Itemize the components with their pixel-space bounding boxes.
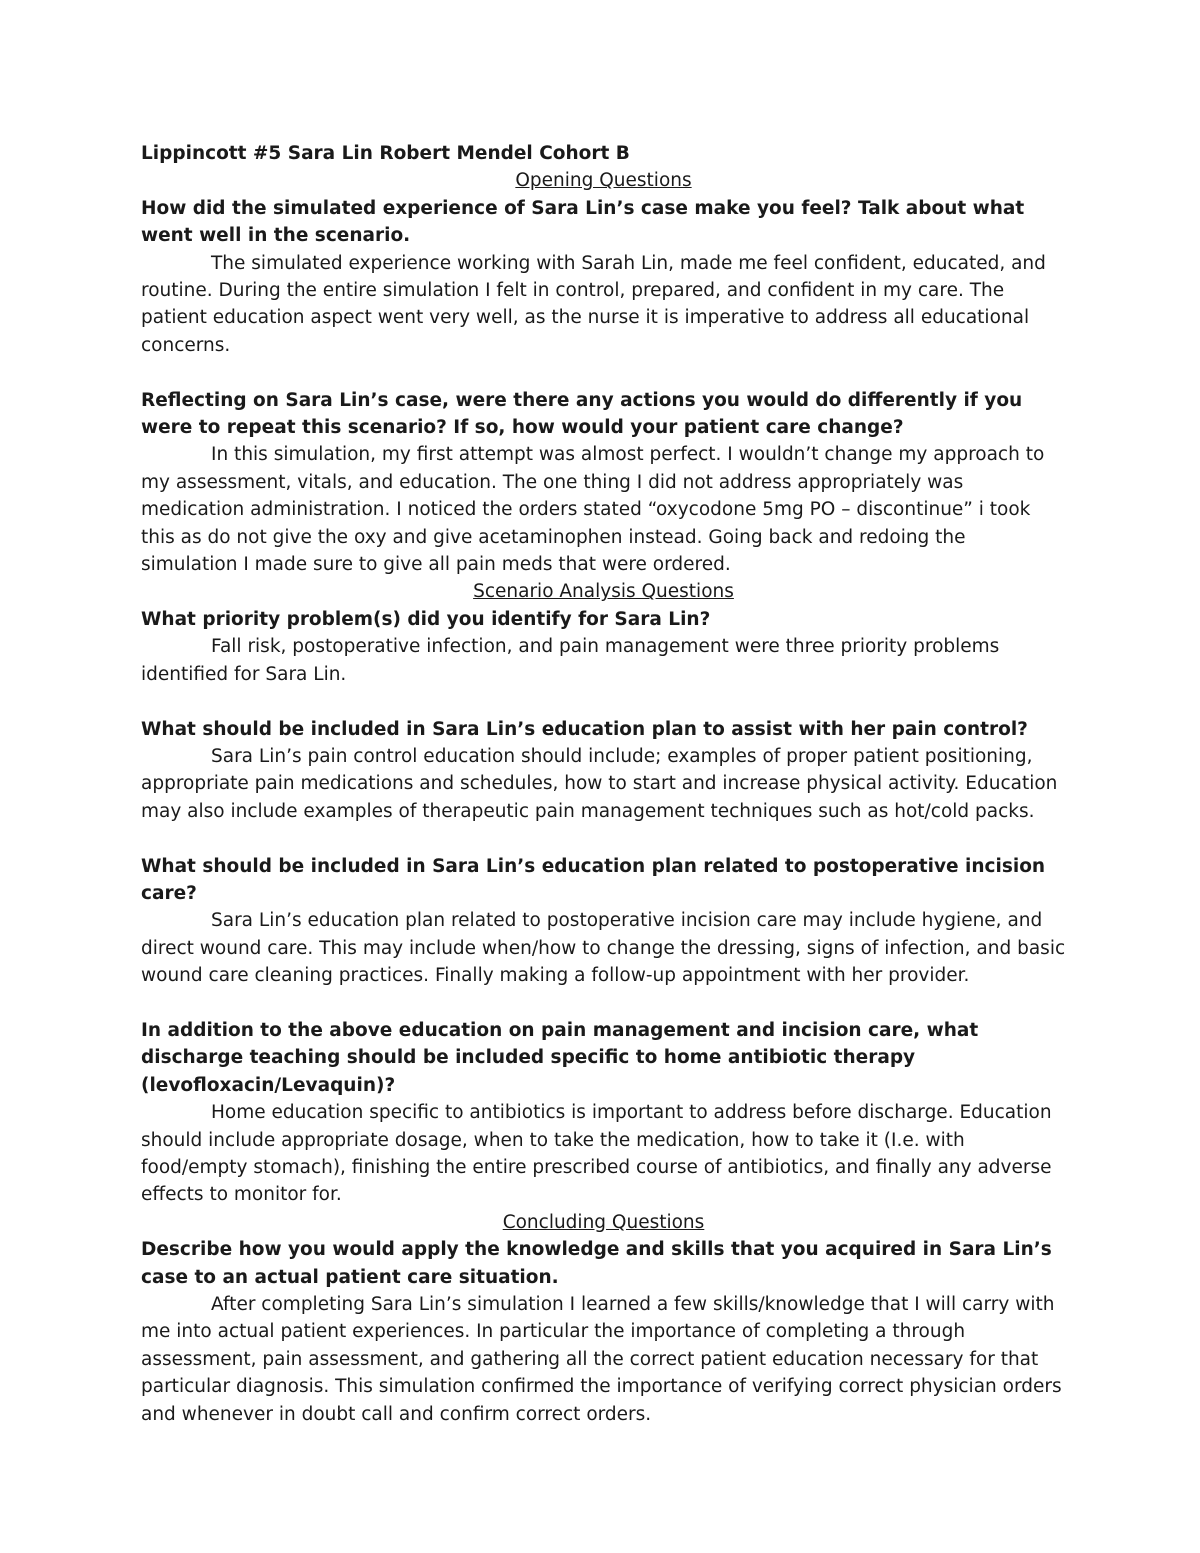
question-6: In addition to the above education on pain management and incision care, what discharge teaching should be included specific to home antibiotic therapy (levofloxacin/Levaquin)? [141, 1019, 979, 1096]
document-title: Lippincott #5 Sara Lin Robert Mendel Cohort B [141, 143, 630, 164]
paragraph-spacer [141, 688, 1066, 715]
answer-3: Fall risk, postoperative infection, and pain management were three priority problems identified for Sara Lin. [141, 636, 1000, 685]
section-heading-concluding: Concluding Questions [502, 1211, 705, 1233]
question-2: Reflecting on Sara Lin’s case, were there any actions you would do differently if you were to repeat this scenario? If so, how would your patient care change? [141, 389, 1023, 439]
question-7: Describe how you would apply the knowledge and skills that you acquired in Sara Lin’s case to an actual patient care situation. [141, 1239, 1052, 1288]
answer-1: The simulated experience working with Sarah Lin, made me feel confident, educated, and routine. During the entire simulation I felt in control, prepared, and confident in my care. The patient education aspect went very well, as the nurse it is imperative to address all educational concerns. [141, 252, 1046, 356]
document-page [141, 140, 1066, 1428]
section-heading-opening: Opening Questions [515, 170, 692, 192]
answer-6: Home education specific to antibiotics is important to address before discharge. Education should include appropriate dosage, when to take the medication, how to take it (I.e. with food/empty stomach), finishing the entire prescribed course of antibiotics, and finally any adverse effects to monitor for. [141, 1102, 1052, 1206]
question-3: What priority problem(s) did you identify for Sara Lin? [141, 608, 711, 630]
question-4: What should be included in Sara Lin’s education plan to assist with her pain control? [141, 718, 1028, 740]
paragraph-spacer [141, 990, 1066, 1017]
answer-5: Sara Lin’s education plan related to postoperative incision care may include hygiene, and direct wound care. This may include when/how to change the dressing, signs of infection, and basic wound care cleaning practices. Finally making a follow-up appointment with her provider. [141, 910, 1066, 987]
answer-2: In this simulation, my first attempt was almost perfect. I wouldn’t change my approach to my assessment, vitals, and education. The one thing I did not address appropriately was medication administration. I noticed the orders stated “oxycodone 5mg PO – discontinue” i took this as do not give the oxy and give acetaminophen instead. Going back and redoing the simulation I made sure to give all pain meds that were ordered. [141, 444, 1045, 576]
answer-4: Sara Lin’s pain control education should include; examples of proper patient positioning, appropriate pain medications and schedules, how to start and increase physical activity. Education may also include examples of therapeutic pain management techniques such as hot/cold packs. [141, 745, 1058, 822]
section-heading-scenario: Scenario Analysis Questions [473, 581, 734, 603]
paragraph-spacer [141, 359, 1066, 386]
question-1: How did the simulated experience of Sara Lin’s case make you feel? Talk about what went well in the scenario. [141, 197, 1025, 247]
paragraph-spacer [141, 825, 1066, 852]
question-5: What should be included in Sara Lin’s education plan related to postoperative incision care? [141, 855, 1046, 904]
answer-7: After completing Sara Lin’s simulation I learned a few skills/knowledge that I will carry with me into actual patient experiences. In particular the importance of completing a through assessment, pain assessment, and gathering all the correct patient education necessary for that particular diagnosis. This simulation confirmed the importance of verifying correct physician orders and whenever in doubt call and confirm correct orders. [141, 1294, 1062, 1425]
